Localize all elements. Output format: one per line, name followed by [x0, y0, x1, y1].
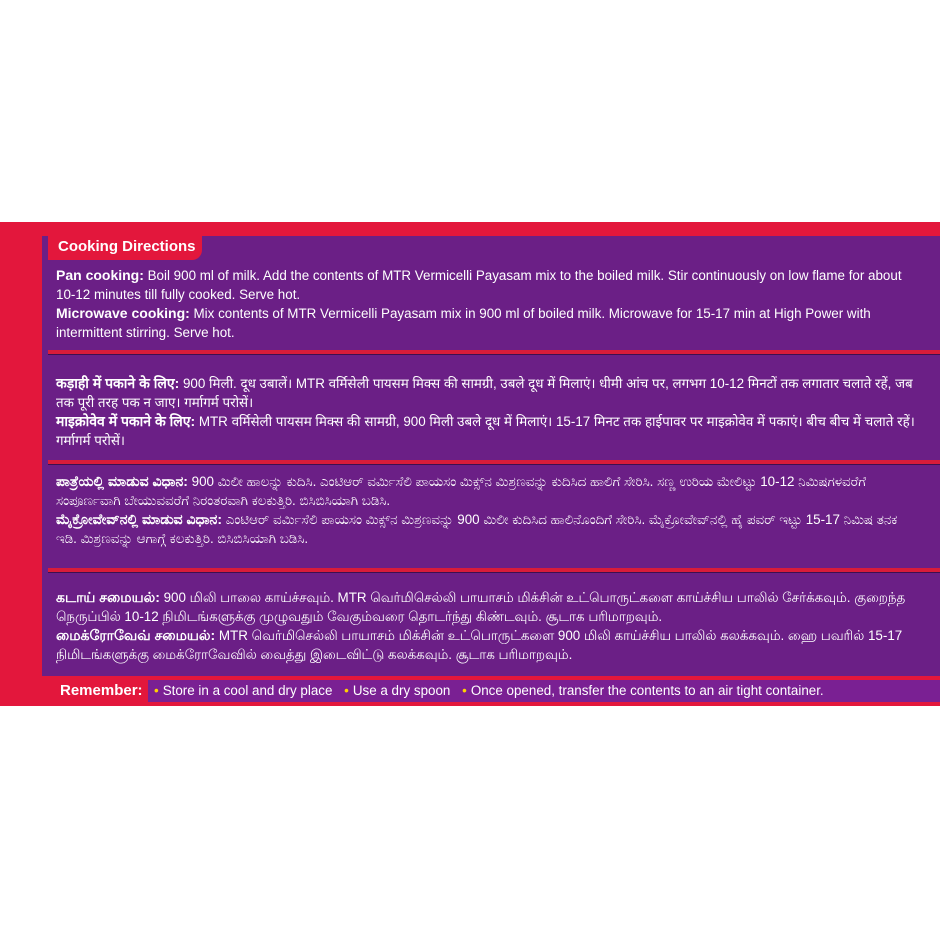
tamil-directions [56, 588, 918, 664]
remember-tip-3 [462, 683, 824, 698]
english-microwave-cooking [56, 304, 918, 342]
section-title: Cooking Directions [48, 234, 202, 260]
remember-tip-2-text: Use a dry spoon [352, 683, 451, 698]
kannada-pan-text: 900 ಮಿಲೀ ಹಾಲನ್ನು ಕುದಿಸಿ. ಎಂಟಿಆರ್ ವರ್ಮಿಸೆಲಿ ಪಾಯಸಂ ಮಿಕ್ಸ್‌ನ ಮಿಶ್ರಣವನ್ನು ಕುದಿಸಿದ ಹಾಲಿಗೆ ಸೇರಿಸಿ. ಸಣ್ಣ ಉರಿಯ ಮೇಲಿಟ್ಟು 10-12 ನಿಮಿಷಗಳವರೆಗೆ ಸಂಪೂರ್ಣವಾಗಿ ಬೇಯುವವರೆಗೆ ನಿರಂತರವಾಗಿ ಕಲಕುತ್ತಿರಿ. ಬಿಸಿಬಿಸಿಯಾಗಿ ಬಡಿಸಿ. [56, 474, 867, 508]
bullet-icon: • [344, 683, 349, 698]
english-microwave-text: Mix contents of MTR Vermicelli Payasam mix in 900 ml of boiled milk. Microwave for 15-17 min at High Power with intermittent stirring. Serve hot. [56, 306, 871, 340]
english-pan-cooking [56, 266, 918, 304]
kannada-pan-label: ಪಾತ್ರೆಯಲ್ಲಿ ಮಾಡುವ ವಿಧಾನ: [56, 473, 188, 489]
kannada-directions [56, 472, 918, 548]
bullet-icon: • [462, 683, 467, 698]
remember-tips [148, 680, 940, 702]
hindi-microwave-label: माइक्रोवेव में पकाने के लिए: [56, 413, 196, 429]
tamil-microwave-text: MTR வெர்மிசெல்லி பாயாசம் மிக்சின் உட்பொருட்களை 900 மிலி காய்ச்சிய பாலில் கலக்கவும். ஹை பவரில் 15-17 நிமிடங்களுக்கு மைக்ரோவேவில் வைத்து இடைவிட்டு கலக்கவும். சூடாக பரிமாறவும். [56, 628, 903, 662]
kannada-microwave-label: ಮೈಕ್ರೋವೇವ್‌ನಲ್ಲಿ ಮಾಡುವ ವಿಧಾನ: [56, 511, 222, 527]
kannada-microwave-cooking [56, 510, 918, 548]
tamil-microwave-cooking [56, 626, 918, 664]
hindi-pan-cooking [56, 374, 918, 412]
hindi-pan-label: कड़ाही में पकाने के लिए: [56, 375, 180, 391]
kannada-pan-cooking [56, 472, 918, 510]
separator-2 [48, 460, 940, 464]
tamil-pan-label: கடாய் சமையல்: [56, 589, 160, 605]
separator-1 [48, 350, 940, 354]
tamil-pan-cooking [56, 588, 918, 626]
kannada-microwave-text: ಎಂಟಿಆರ್ ವರ್ಮಿಸೆಲಿ ಪಾಯಸಂ ಮಿಕ್ಸ್‌ನ ಮಿಶ್ರಣವನ್ನು 900 ಮಿಲೀ ಕುದಿಸಿದ ಹಾಲಿನೊಂದಿಗೆ ಸೇರಿಸಿ. ಮೈಕ್ರೋವೇವ್‌ನಲ್ಲಿ ಹೈ ಪವರ್ ಇಟ್ಟು 15-17 ನಿಮಿಷ ತನಕ ಇಡಿ. ಮಿಶ್ರಣವನ್ನು ಆಗಾಗ್ಗೆ ಕಲಕುತ್ತಿರಿ. ಬಿಸಿಬಿಸಿಯಾಗಿ ಬಡಿಸಿ. [56, 512, 898, 546]
remember-tip-1-text: Store in a cool and dry place [162, 683, 333, 698]
english-pan-label: Pan cooking: [56, 267, 144, 283]
hindi-directions [56, 374, 918, 450]
hindi-microwave-cooking [56, 412, 918, 450]
english-microwave-label: Microwave cooking: [56, 305, 190, 321]
tamil-pan-text: 900 மிலி பாலை காய்ச்சவும். MTR வெர்மிசெல்லி பாயாசம் மிக்சின் உட்பொருட்களை காய்ச்சிய பாலில் சேர்க்கவும். குறைந்த நெருப்பில் 10-12 நிமிடங்களுக்கு முழுவதும் வேகும்வரை தொடர்ந்து கிண்டவும். சூடாக பரிமாறவும். [56, 590, 906, 624]
remember-tip-1 [154, 683, 332, 698]
remember-tip-2 [344, 683, 450, 698]
tamil-microwave-label: மைக்ரோவேவ் சமையல்: [56, 627, 216, 643]
english-pan-text: Boil 900 ml of milk. Add the contents of MTR Vermicelli Payasam mix to the boiled milk. Stir continuously on low flame for about 10-12 minutes till fully cooked. Serve hot. [56, 268, 902, 302]
bullet-icon: • [154, 683, 159, 698]
remember-label: Remember: [60, 682, 143, 699]
english-directions [56, 266, 918, 342]
hindi-microwave-text: MTR वर्मिसेली पायसम मिक्स की सामग्री, 900 मिली उबले दूध में मिलाएं। 15-17 मिनट तक हाईपावर पर माइक्रोवेव में पकाएं। बीच बीच में चलाते रहें। गर्मागर्म परोसें। [56, 414, 915, 448]
remember-tip-3-text: Once opened, transfer the contents to an air tight container. [470, 683, 824, 698]
hindi-pan-text: 900 मिली. दूध उबालें। MTR वर्मिसेली पायसम मिक्स की सामग्री, उबले दूध में मिलाएं। धीमी आंच पर, लगभग 10-12 मिनटों तक लगातार चलाते रहें, जब तक पूरी तरह पक न जाए। गर्मागर्म परोसें। [56, 376, 913, 410]
separator-3 [48, 568, 940, 572]
